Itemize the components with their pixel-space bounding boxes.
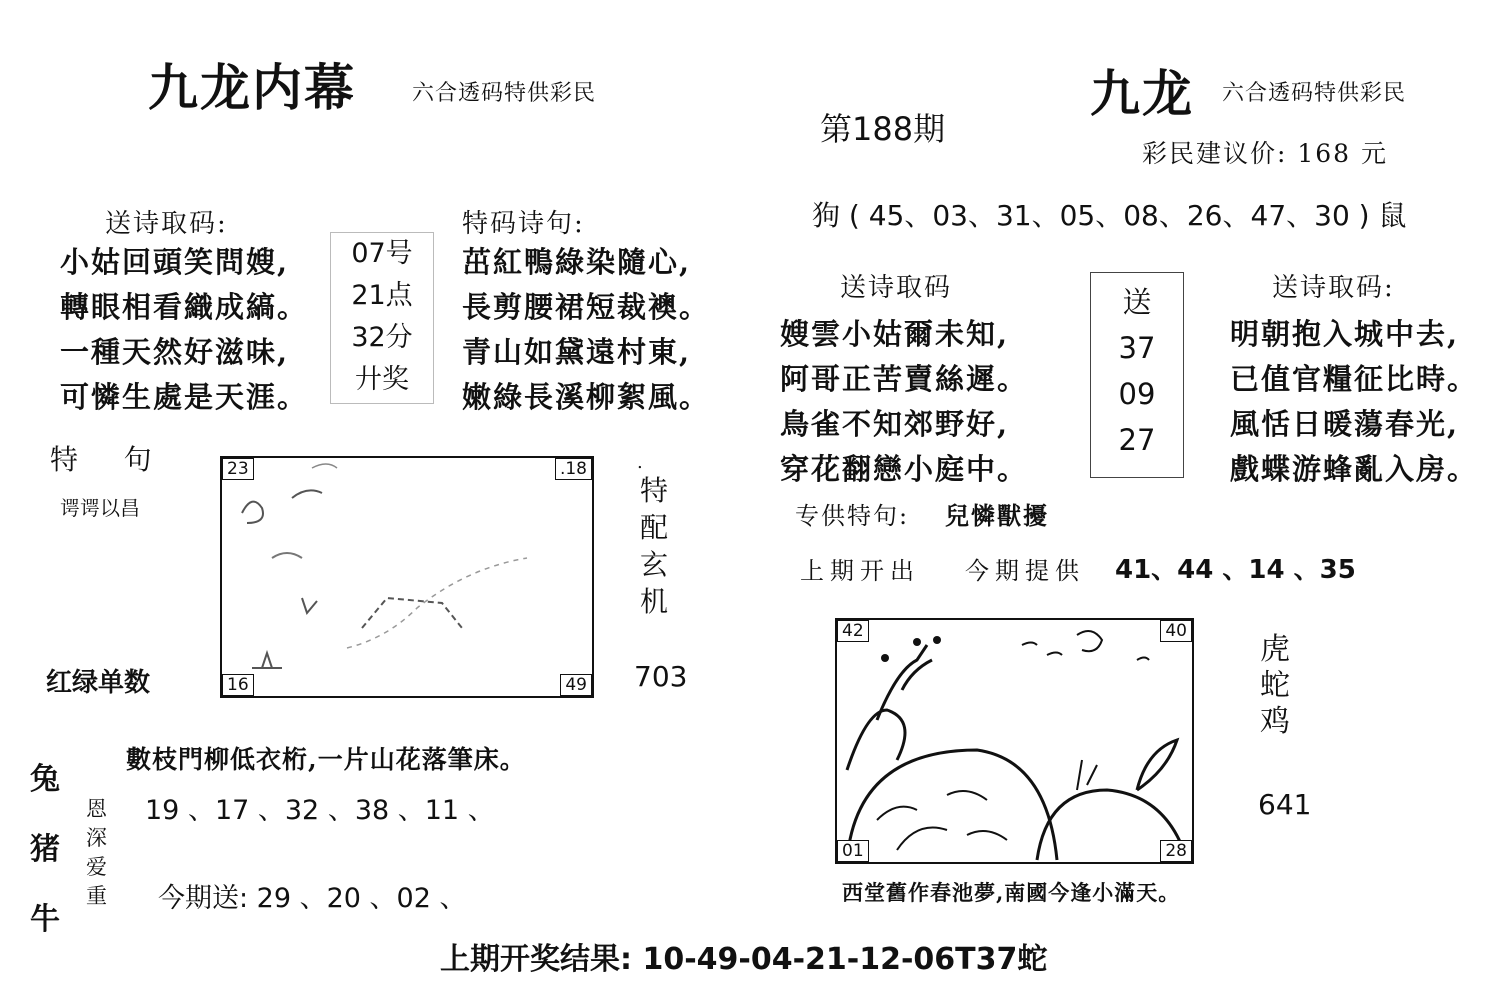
number-item: 32分 — [351, 322, 413, 353]
poem-line: 轉眼相看織成縞。 — [60, 290, 309, 324]
number-item: 21点 — [351, 280, 413, 311]
teju-text: 谔谔以昌 — [60, 496, 140, 520]
code-numbers-box — [330, 232, 434, 404]
corner-number: 01 — [837, 840, 869, 862]
tema-heading: 特码诗句: — [462, 209, 585, 239]
number-item: 07号 — [351, 238, 413, 269]
poem-line: 風恬日暖蕩春光, — [1230, 407, 1460, 441]
sketch-snails-plants — [837, 620, 1192, 862]
poem-line: 已值官糧征比時。 — [1230, 362, 1479, 396]
poem-line: 茁紅鴨綠染隨心, — [462, 245, 692, 279]
poem-line: 長剪腰裙短裁襖。 — [462, 290, 711, 324]
vertical-char: 玄 — [640, 548, 669, 581]
dog-rat-line: 狗 ( 45、03、31、05、08、26、47、30 ) 鼠 — [812, 199, 1407, 232]
zodiac-char: 牛 — [30, 902, 60, 937]
poem-line: 小姑回頭笑問嫂, — [60, 245, 290, 279]
side-vertical-text — [640, 472, 668, 620]
tema-poem — [462, 240, 710, 420]
zodiac-char: 猪 — [30, 832, 60, 867]
corner-number: 23 — [222, 458, 254, 480]
last-result: 上期开奖结果: 10-49-04-21-12-06T37蛇 — [440, 942, 1048, 977]
issue-number: 第188期 — [820, 110, 946, 148]
poem-line: 青山如黛遠村東, — [462, 335, 692, 369]
side-dot: . — [637, 452, 643, 473]
endearment-char: 深 — [86, 826, 107, 850]
couplet: 數枝門柳低衣桁,一片山花落筆床。 — [126, 745, 526, 774]
zodiac-vertical — [30, 745, 60, 955]
poem-line: 阿哥正苦賣絲遲。 — [780, 362, 1029, 396]
right-poem-heading-2: 送诗取码: — [1272, 273, 1395, 303]
price: 彩民建议价: 168 元 — [1142, 139, 1389, 168]
endearment-vertical — [86, 795, 107, 911]
today-send: 今期送: 29 、20 、02 、 — [158, 883, 467, 914]
send-item: 27 — [1118, 423, 1156, 457]
vertical-char: 蛇 — [1260, 668, 1290, 703]
corner-number: 28 — [1160, 840, 1192, 862]
poem-line: 一種天然好滋味, — [60, 335, 290, 369]
right-picture — [835, 618, 1194, 864]
special-text: 兒憐獸擾 — [945, 501, 1049, 530]
vertical-char: 机 — [640, 585, 669, 618]
corner-number: 16 — [222, 674, 254, 696]
teju-label: 特 句 — [50, 443, 154, 476]
sketch-birds-landscape — [222, 458, 592, 696]
vertical-char: 特 — [640, 474, 669, 507]
left-title: 九龙内幕 — [148, 58, 356, 117]
vertical-char: 虎 — [1260, 632, 1290, 667]
poem-line: 鳥雀不知郊野好, — [780, 407, 1010, 441]
poem-line: 穿花翻戀小庭中。 — [780, 452, 1029, 486]
left-poem-heading: 送诗取码: — [105, 209, 228, 239]
poem-line: 嫂雲小姑爾未知, — [780, 317, 1010, 351]
right-side-vertical — [1260, 632, 1290, 740]
left-poem — [60, 240, 308, 420]
send-box — [1090, 272, 1184, 478]
right-poem-1 — [780, 312, 1028, 492]
send-item: 09 — [1118, 377, 1156, 411]
right-caption: 西堂舊作春池夢,南國今逢小滿天。 — [842, 880, 1181, 905]
right-side-number: 641 — [1258, 788, 1312, 821]
endearment-char: 爱 — [86, 855, 107, 879]
right-poem-2 — [1230, 312, 1478, 492]
corner-number: .18 — [555, 458, 592, 480]
endearment-char: 重 — [86, 884, 107, 908]
special-label: 专供特句: — [795, 502, 910, 530]
left-subtitle: 六合透码特供彩民 — [412, 81, 597, 106]
endearment-char: 恩 — [86, 797, 107, 821]
provide-numbers: 41、44 、14 、35 — [1115, 555, 1356, 585]
left-picture — [220, 456, 594, 698]
last-open-label: 上期开出 — [800, 557, 920, 585]
this-provide-label: 今期提供 — [965, 557, 1085, 585]
vertical-char: 鸡 — [1260, 704, 1290, 739]
numbers-row: 19 、17 、32 、38 、11 、 — [145, 795, 495, 826]
redgreen-label: 红绿单数 — [46, 668, 151, 698]
poem-line: 戲蝶游蜂亂入房。 — [1230, 452, 1479, 486]
corner-number: 49 — [560, 674, 592, 696]
number-item: 廾奖 — [355, 364, 409, 395]
send-item: 37 — [1118, 331, 1156, 365]
corner-number: 40 — [1160, 620, 1192, 642]
send-item: 送 — [1122, 285, 1152, 319]
zodiac-char: 兔 — [30, 762, 60, 797]
right-title: 九龙 — [1090, 64, 1194, 123]
right-poem-heading-1: 送诗取码 — [840, 273, 953, 303]
vertical-char: 配 — [640, 511, 669, 544]
poem-line: 明朝抱入城中去, — [1230, 317, 1460, 351]
redgreen-value: 703 — [634, 660, 688, 693]
right-subtitle: 六合透码特供彩民 — [1222, 81, 1407, 106]
corner-number: 42 — [837, 620, 869, 642]
poem-line: 嫩綠長溪柳絮風。 — [462, 380, 711, 414]
poem-line: 可憐生處是天涯。 — [60, 380, 309, 414]
